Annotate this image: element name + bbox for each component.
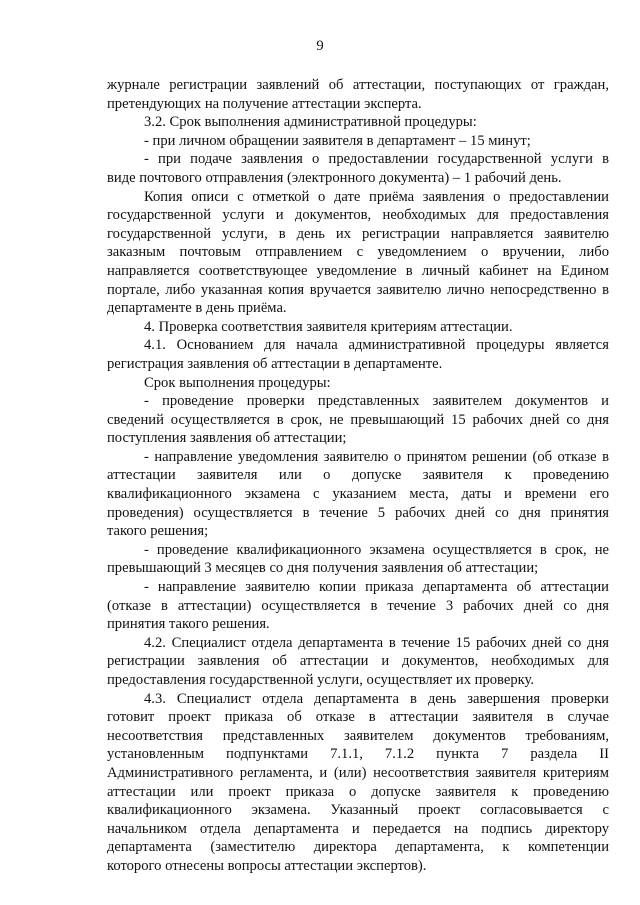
text-line: - проведение проверки представленных заявителем документов и [144,393,609,410]
text-line: Административного регламента, и (или) несоответствия заявителя критериям [107,764,609,781]
paragraph [107,132,609,151]
paragraph [107,318,609,337]
text-line: 4.1. Основанием для начала административной процедуры является [144,337,609,354]
paragraph [107,578,609,634]
text-line: сведений осуществляется в срок, не превышающий 15 рабочих дней со дня [107,411,609,428]
paragraph [107,113,609,132]
text-line: регистрация заявления об аттестации в департаменте. [107,355,443,372]
text-line: - проведение квалификационного экзамена осуществляется в срок, не [144,541,609,558]
text-line: направляется соответствующее уведомление в личный кабинет на Едином [107,262,609,279]
paragraph [107,448,609,541]
text-line: журнале регистрации заявлений об аттестации, поступающих от граждан, [107,77,609,93]
text-line: проведения) осуществляется в течение 5 рабочих дней со дня принятия [107,504,609,521]
paragraph [107,188,609,318]
text-line: поступления заявления об аттестации; [107,430,347,447]
text-line: принятия такого решения. [107,616,270,633]
paragraph [107,336,609,373]
paragraph [107,374,609,393]
text-line: претендующих на получение аттестации эксперта. [107,95,422,112]
text-line: которого отнесены вопросы аттестации экспертов). [107,857,427,874]
text-line: (отказе в аттестации) осуществляется в течение 3 рабочих дней со дня [107,597,609,614]
text-line: предоставления государственной услуги, осуществляет их проверку. [107,672,535,688]
text-line: аттестации заявителя или о допуске заявителя к проведению [107,467,609,484]
text-line: государственной услуги, в день их регистрации направляется заявителю [107,225,609,242]
paragraph [107,541,609,578]
text-line: - при личном обращении заявителя в департамент – 15 минут; [144,132,531,149]
paragraph [107,392,609,448]
text-line: квалификационного экзамена. Указанный проект согласовывается с [107,802,609,819]
text-line: начальником отдела департамента и передается на подпись директору [107,820,609,837]
text-line: превышающий 3 месяцев со дня получения заявления об аттестации; [107,560,539,577]
text-line: - направление заявителю копии приказа департамента об аттестации [144,579,609,596]
paragraph [107,634,609,690]
text-line: заказным почтовым отправлением с уведомлением о вручении, либо [107,244,609,261]
text-line: департаменте в день приёма. [107,300,287,317]
text-line: такого решения; [107,523,209,540]
text-line: 4.3. Специалист отдела департамента в день завершения проверки [144,690,609,707]
document-body [107,76,609,876]
text-line: - направление уведомления заявителю о принятом решении (об отказе в [144,448,609,465]
text-line: квалификационного экзамена с указанием места, даты и времени его [107,486,609,503]
page-number: 9 [316,38,324,54]
text-line: Срок выполнения процедуры: [144,374,331,391]
text-line: виде почтового отправления (электронного документа) – 1 рабочий день. [107,169,562,186]
text-line: несоответствия представленных заявителем документов требованиям, [107,727,609,744]
text-line: 3.2. Срок выполнения административной процедуры: [144,114,477,131]
text-line: 4.2. Специалист отдела департамента в течение 15 рабочих дней со дня [144,634,609,651]
text-line: государственной услуги и документов, необходимых для предоставления [107,207,609,224]
paragraph [107,76,609,113]
paragraph [107,690,609,876]
text-line: аттестации или проект приказа о допуске заявителя к проведению [107,783,609,800]
text-line: установленным подпунктами 7.1.1, 7.1.2 пункта 7 раздела II [107,746,609,763]
text-line: готовит проект приказа об отказе в аттестации заявителя в случае [107,709,609,726]
paragraph [107,150,609,187]
text-line: - при подаче заявления о предоставлении государственной услуги в [144,151,609,168]
text-line: портале, либо указанная копия вручается заявителю лично непосредственно в [107,281,609,298]
text-line: 4. Проверка соответствия заявителя критериям аттестации. [144,318,513,335]
text-line: департамента (заместителю директора департамента, к компетенции [107,839,609,856]
text-line: регистрации заявления об аттестации и документов, необходимых для [107,653,609,670]
text-line: Копия описи с отметкой о дате приёма заявления о предоставлении [144,188,609,205]
